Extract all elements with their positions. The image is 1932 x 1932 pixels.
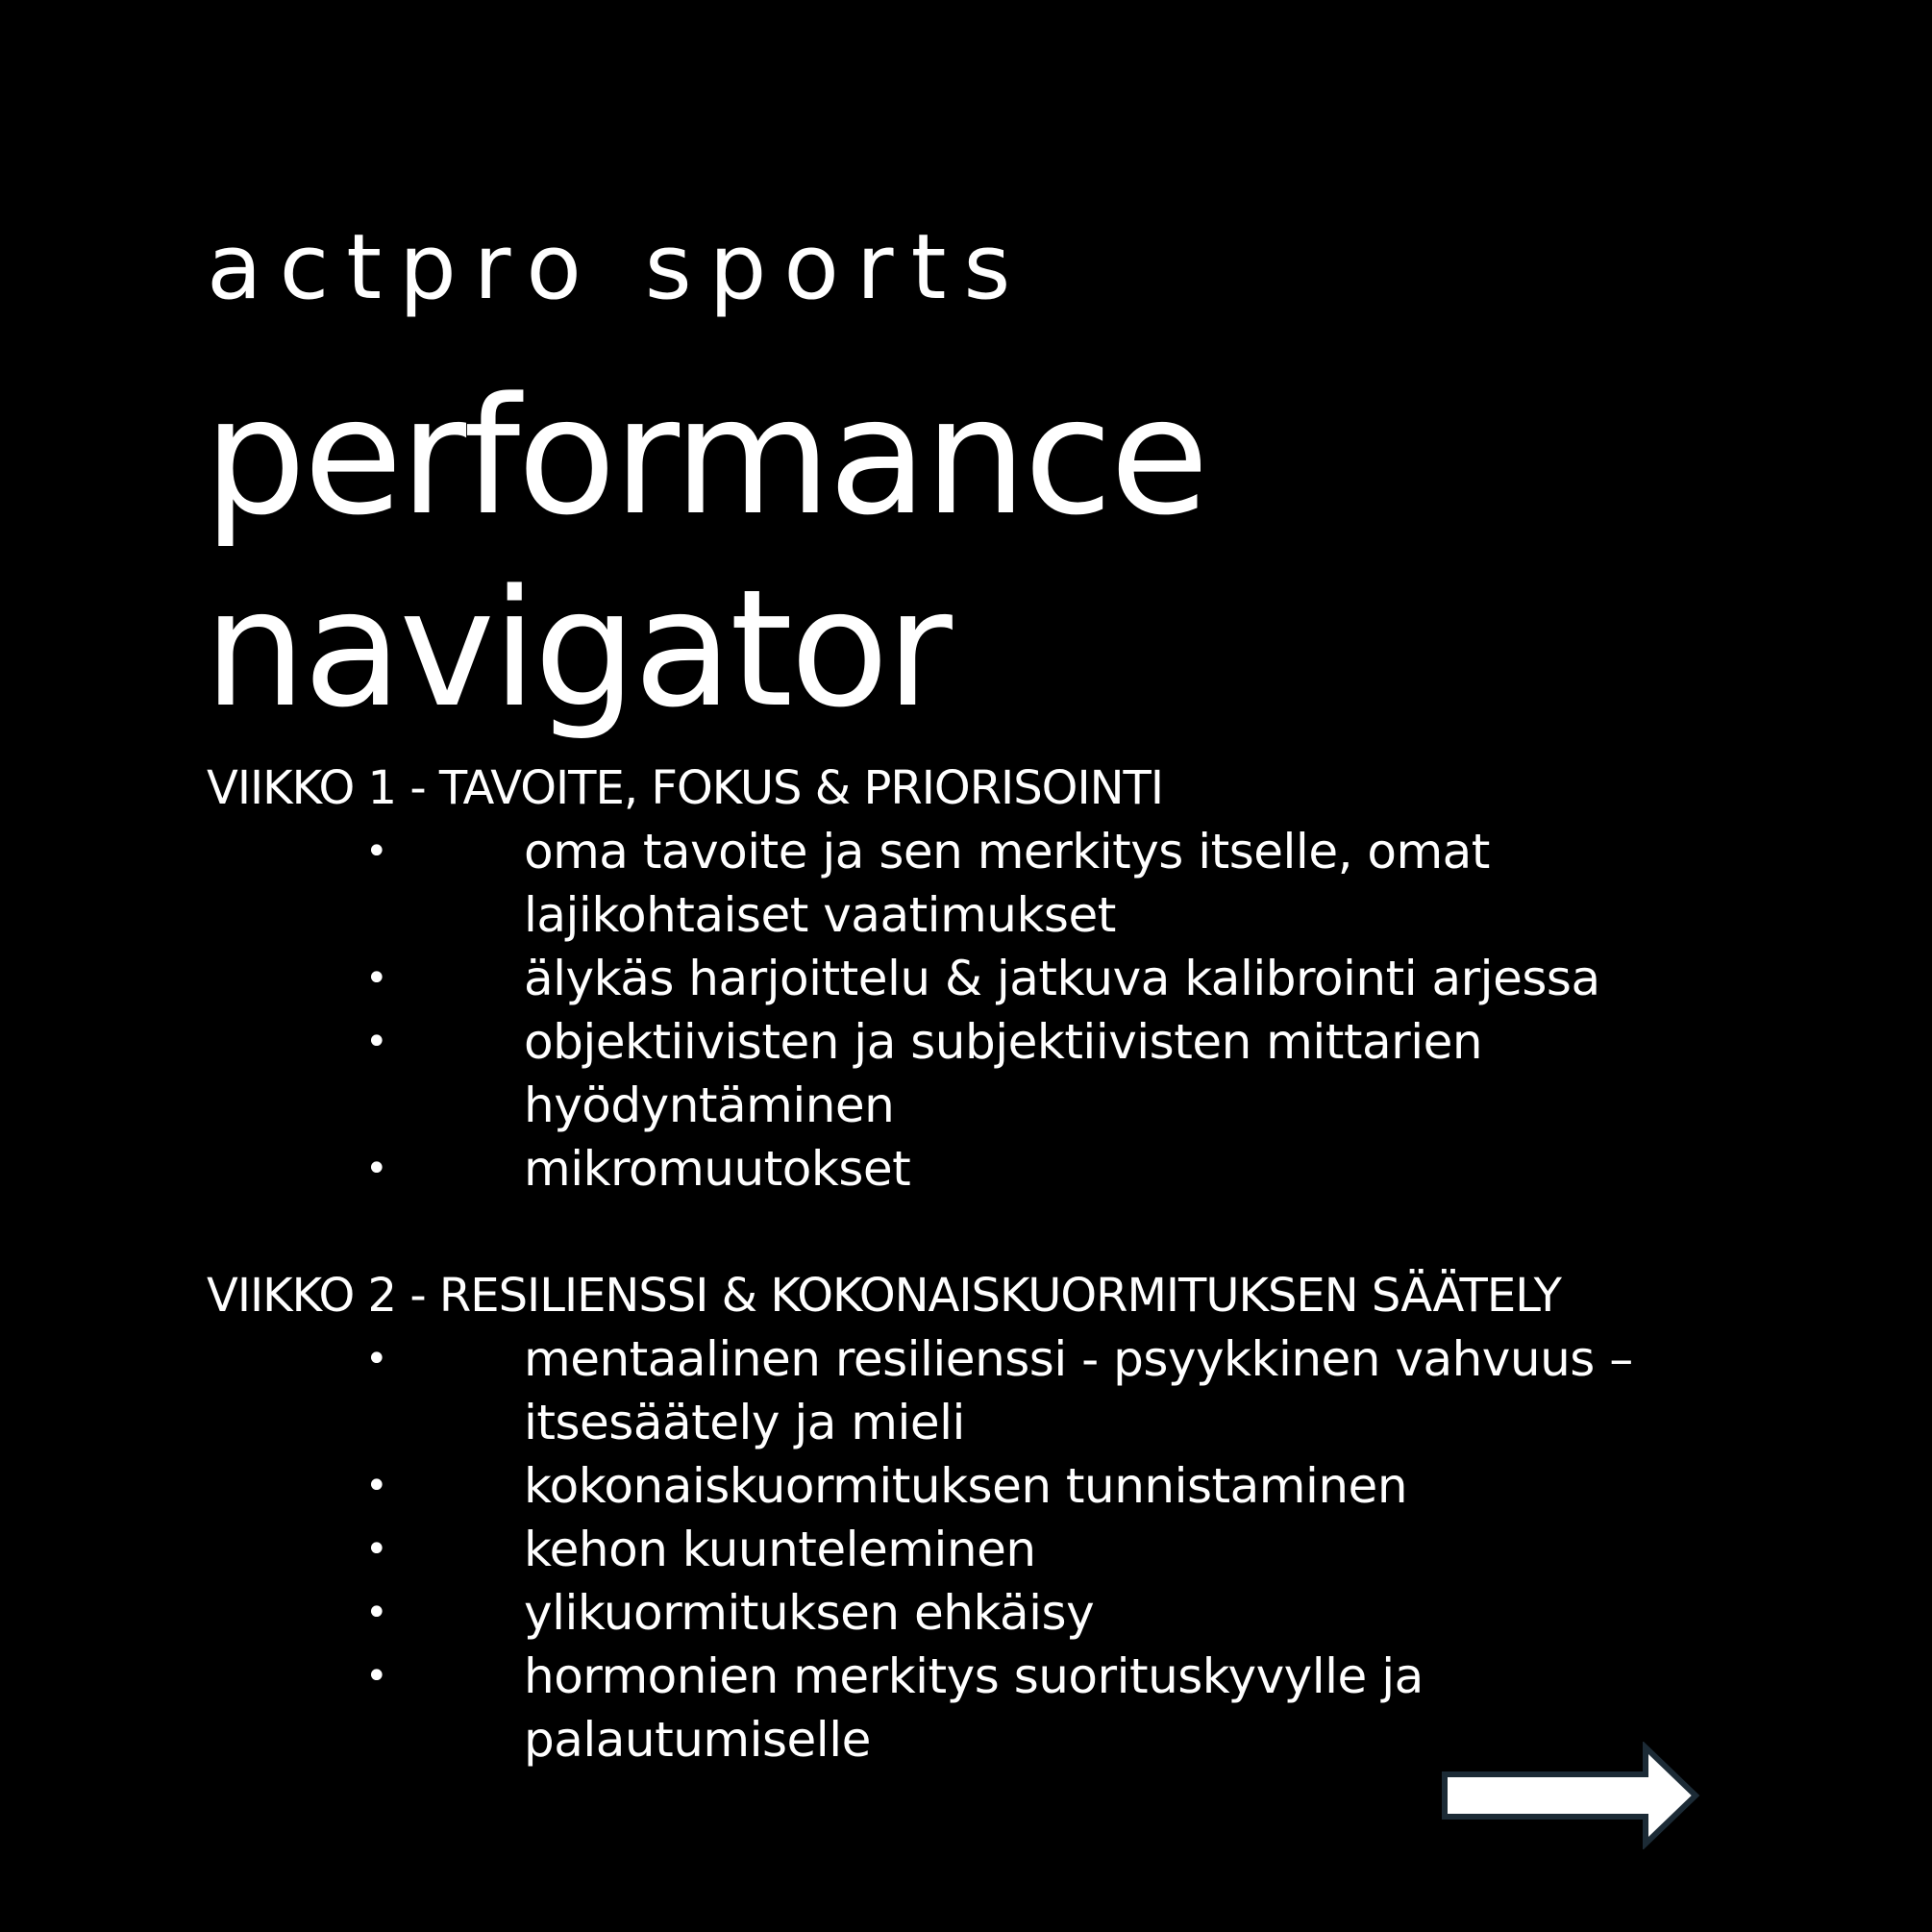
bullet: • xyxy=(365,1337,388,1381)
bullet: • xyxy=(365,1591,388,1635)
bullet: • xyxy=(365,1527,388,1572)
bullet: • xyxy=(365,956,388,1001)
list-item xyxy=(207,1010,1745,1137)
list-item-text: kokonaiskuormituksen tunnistaminen xyxy=(524,1458,1408,1514)
week-2-heading: VIIKKO 2 - RESILIENSSI & KOKONAISKUORMITUKSEN SÄÄTELY xyxy=(207,1269,1561,1323)
list-item xyxy=(207,1327,1745,1454)
list-item-text: mikromuutokset xyxy=(524,1141,911,1197)
page-title xyxy=(204,360,1206,745)
bullet: • xyxy=(365,1147,388,1191)
bullet: • xyxy=(365,1464,388,1508)
list-item xyxy=(207,820,1745,947)
arrow-right-icon-shape xyxy=(1445,1747,1696,1844)
list-item xyxy=(207,947,1745,1010)
list-item xyxy=(207,1581,1745,1645)
list-item-text: objektiivisten ja subjektiivisten mittarien hyödyntäminen xyxy=(524,1014,1483,1133)
list-item xyxy=(207,1454,1745,1518)
week-1-heading: VIIKKO 1 - TAVOITE, FOKUS & PRIORISOINTI xyxy=(207,761,1163,815)
list-item-text: ylikuormituksen ehkäisy xyxy=(524,1585,1095,1641)
list-item-text: älykäs harjoittelu & jatkuva kalibrointi arjessa xyxy=(524,951,1600,1006)
program-content xyxy=(207,756,1745,1771)
list-item xyxy=(207,1518,1745,1581)
bullet: • xyxy=(365,1654,388,1698)
list-item-text: kehon kuunteleminen xyxy=(524,1522,1036,1577)
week-2-list xyxy=(207,1327,1745,1771)
brand-name: actpro sports xyxy=(207,215,1028,320)
title-line-2: navigator xyxy=(204,555,950,743)
bullet: • xyxy=(365,830,388,874)
arrow-right-icon[interactable] xyxy=(1440,1742,1701,1849)
title-line-1: performance xyxy=(204,362,1206,551)
bullet: • xyxy=(365,1020,388,1064)
list-item xyxy=(207,1137,1745,1201)
list-item-text: mentaalinen resilienssi - psyykkinen vahvuus – itsesäätely ja mieli xyxy=(524,1331,1633,1450)
list-item-text: oma tavoite ja sen merkitys itselle, omat lajikohtaiset vaatimukset xyxy=(524,824,1490,943)
week-1-list xyxy=(207,820,1745,1201)
list-item-text: hormonien merkitys suorituskyvylle ja palautumiselle xyxy=(524,1648,1424,1768)
